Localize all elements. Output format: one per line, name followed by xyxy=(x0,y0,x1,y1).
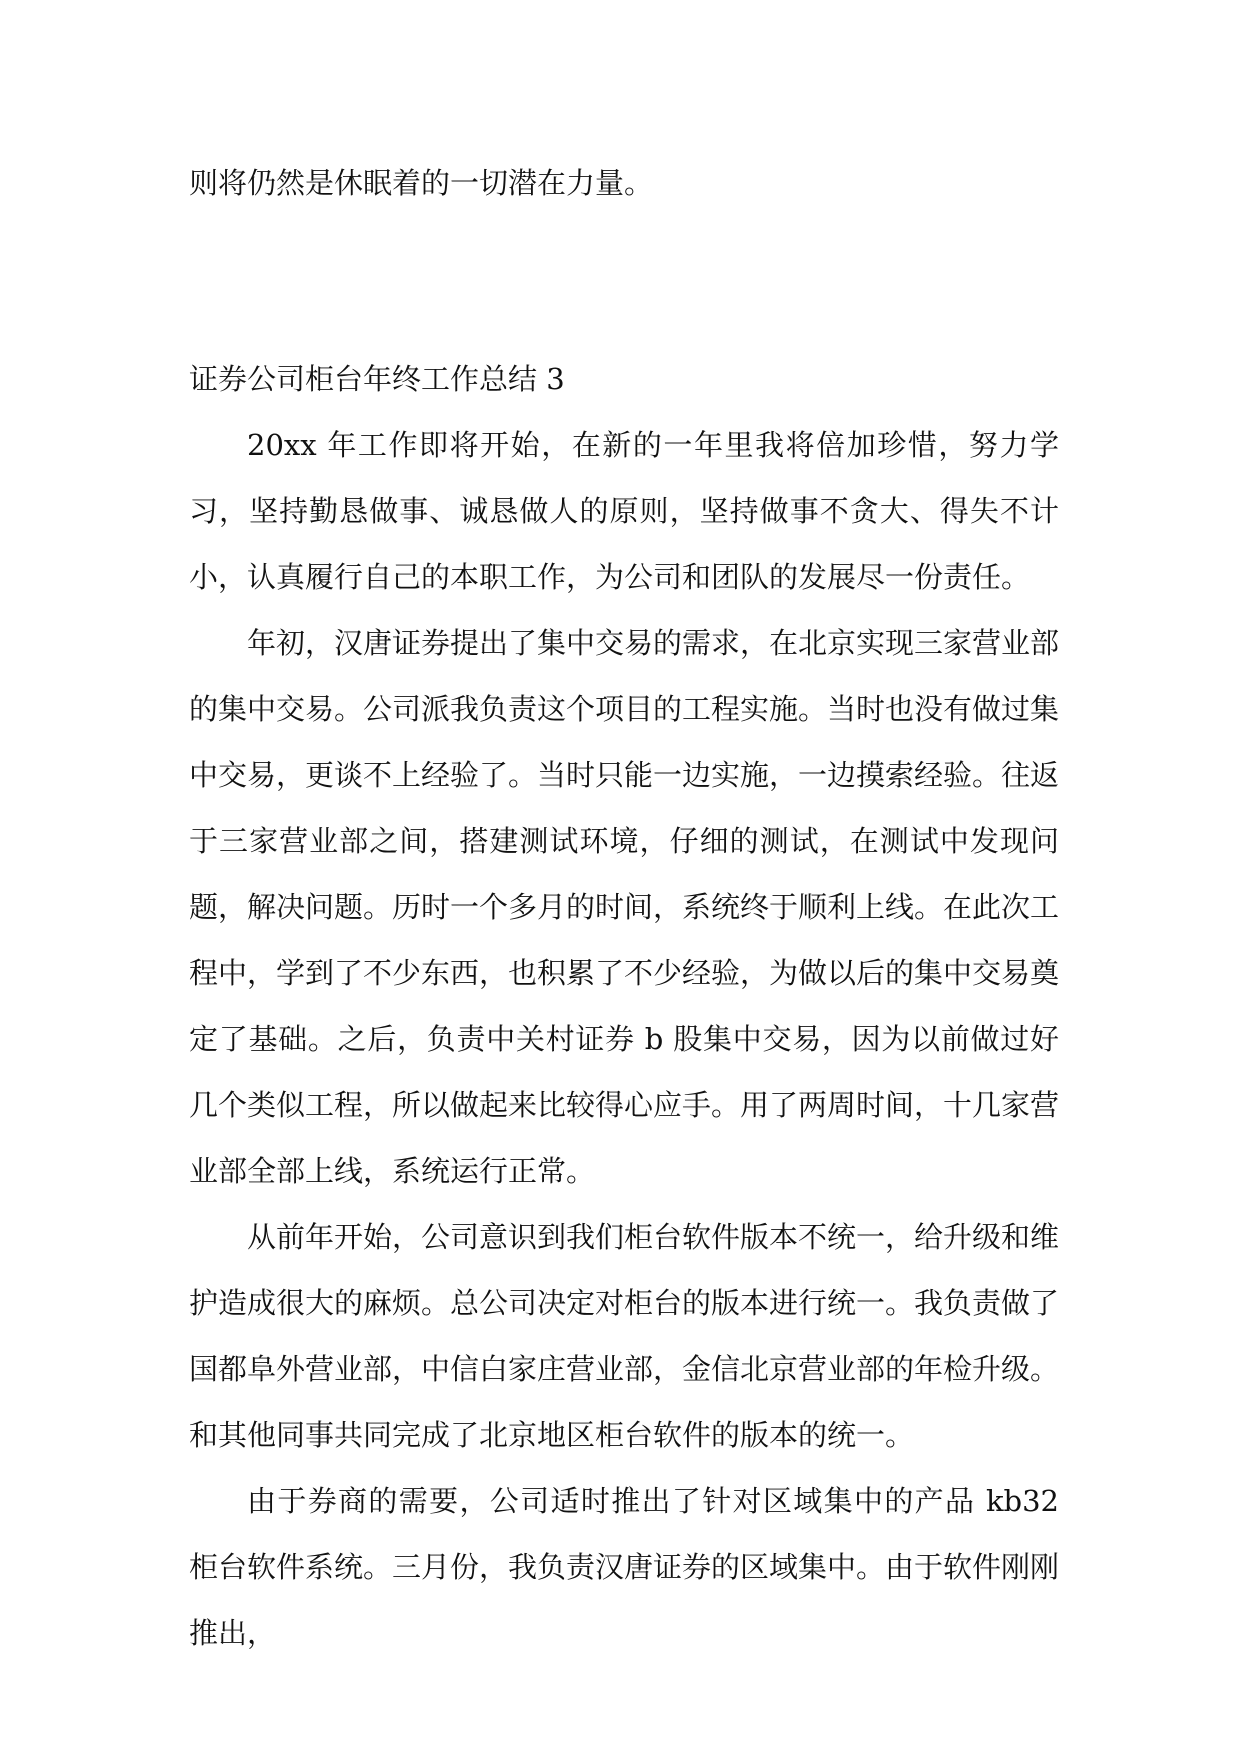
body-text xyxy=(189,412,1059,1666)
paragraph-centralized-trading: 年初，汉唐证券提出了集中交易的需求，在北京实现三家营业部的集中交易。公司派我负责这个项目的工程实施。当时也没有做过集中交易，更谈不上经验了。当时只能一边实施，一边摸索经验。往返于三家营业部之间，搭建测试环境，仔细的测试，在测试中发现问题，解决问题。历时一个多月的时间，系统终于顺利上线。在此次工程中，学到了不少东西，也积累了不少经验，为做以后的集中交易奠定了基础。之后，负责中关村证券 b 股集中交易，因为以前做过好几个类似工程，所以做起来比较得心应手。用了两周时间，十几家营业部全部上线，系统运行正常。 xyxy=(189,626,1060,1188)
continuation-text: 则将仍然是休眠着的一切潜在力量。 xyxy=(189,166,654,200)
section-title: 证券公司柜台年终工作总结 3 xyxy=(189,362,565,396)
paragraph-regional-centralization: 由于券商的需要，公司适时推出了针对区域集中的产品 kb32 柜台软件系统。三月份，我负责汉唐证券的区域集中。由于软件刚刚推出， xyxy=(189,1484,1060,1650)
paragraph-plan: 20xx 年工作即将开始，在新的一年里我将倍加珍惜，努力学习，坚持勤恳做事、诚恳做人的原则，坚持做事不贪大、得失不计小，认真履行自己的本职工作，为公司和团队的发展尽一份责任。 xyxy=(189,428,1059,594)
paragraph-version-unification: 从前年开始，公司意识到我们柜台软件版本不统一，给升级和维护造成很大的麻烦。总公司决定对柜台的版本进行统一。我负责做了国都阜外营业部，中信白家庄营业部，金信北京营业部的年检升级。和其他同事共同完成了北京地区柜台软件的版本的统一。 xyxy=(189,1220,1060,1452)
